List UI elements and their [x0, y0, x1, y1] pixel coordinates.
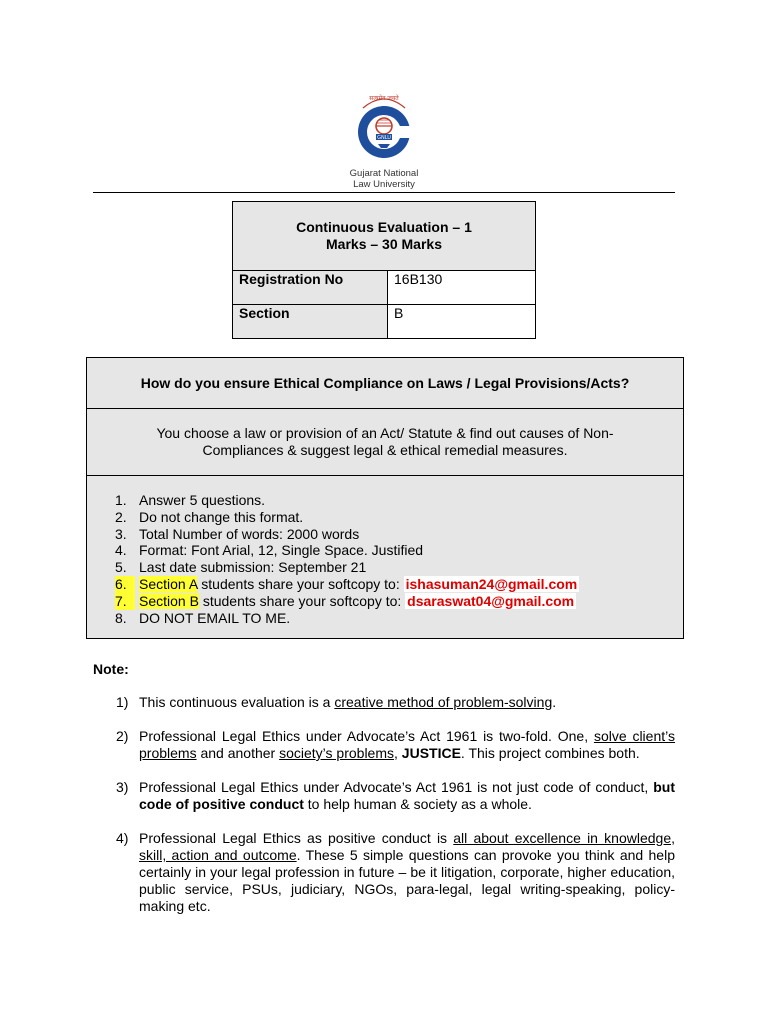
instruction-item: 2. Do not change this format. [115, 508, 304, 525]
section-b-highlight: Section B [139, 592, 199, 609]
note-item-1: 1) This continuous evaluation is a creative method of problem-solving. [116, 694, 557, 710]
note-underlined-text: creative method of problem-solving [334, 694, 553, 710]
logo-letters: GNLU [377, 135, 391, 141]
note-heading: Note: [93, 661, 129, 677]
note-item-2: 2) Professional Legal Ethics under Advocate’s Act 1961 is two-fold. One, solve client’s problems and another society’s problems, JUSTICE. This project combines both. [116, 728, 675, 761]
evaluation-title-cell [233, 202, 536, 271]
instruction-item: 3. Total Number of words: 2000 words [115, 525, 360, 542]
note-text: . [552, 694, 557, 710]
university-name-line1: Gujarat National [349, 168, 419, 179]
note-text: , [394, 745, 402, 761]
note-text: Professional Legal Ethics under Advocate’s Act 1961 is not just code of conduct, [139, 779, 654, 795]
note-underlined-text: all about excellence in knowledge, skill, action and outcome [139, 830, 676, 863]
note-text: . This project combines both. [460, 745, 640, 761]
gnlu-emblem-icon [349, 86, 419, 166]
instruction-text: Do not change this format. [139, 508, 304, 525]
section-value: B [388, 305, 536, 339]
section-a-highlight: Section A [139, 575, 198, 592]
instruction-item: 8. DO NOT EMAIL TO ME. [115, 609, 291, 626]
section-a-email-link[interactable]: ishasuman24@gmail.com [405, 575, 578, 592]
question-box [86, 357, 684, 639]
notes-list [116, 694, 675, 932]
registration-label: Registration No [233, 271, 388, 305]
instruction-text: students share your softcopy to: [198, 592, 406, 609]
instruction-text: Answer 5 questions. [139, 492, 266, 508]
instruction-text: Total Number of words: 2000 words [139, 525, 360, 542]
question-desc-line2: Compliances & suggest legal & ethical remedial measures. [202, 442, 568, 458]
note-text: to help human & society as a whole. [303, 796, 532, 812]
instruction-item: 4. Format: Font Arial, 12, Single Space. Justified [115, 542, 424, 559]
question-desc-line1: You choose a law or provision of an Act/ Statute & find out causes of Non- [156, 425, 614, 441]
instruction-text: Format: Font Arial, 12, Single Space. Justified [139, 542, 424, 559]
instruction-text: DO NOT EMAIL TO ME. [139, 609, 291, 626]
university-name [340, 168, 428, 190]
note-text: This continuous evaluation is a [139, 694, 335, 710]
instruction-text: students share your softcopy to: [197, 575, 404, 592]
header-divider [93, 192, 675, 193]
instruction-item: 1. Answer 5 questions. [115, 492, 266, 508]
evaluation-marks: Marks – 30 Marks [326, 236, 442, 252]
instruction-item: 5. Last date submission: September 21 [115, 559, 367, 576]
evaluation-title: Continuous Evaluation – 1 [296, 219, 472, 235]
note-item-3: 3) Professional Legal Ethics under Advocate’s Act 1961 is not just code of conduct, but code of positive conduct to help human & society as a whole. [116, 779, 675, 812]
note-text: . These 5 simple questions can provoke you think and help certainly in your legal profession in future – be it litigation, corporate, higher education, public service, PSUs, judiciary, NGOs, para-legal, legal writing-speaking, policy-making etc. [139, 847, 675, 914]
note-item-4: 4) Professional Legal Ethics as positive conduct is all about excellence in knowledge, skill, action and outcome. These 5 simple questions can provoke you think and help certainly in your legal profession in future – be it litigation, corporate, higher education, public service, PSUs, judiciary, NGOs, para-legal, legal writing-speaking, policy-making etc. [116, 830, 676, 914]
note-bold-text: but code of positive conduct [139, 779, 675, 812]
university-name-line2: Law University [353, 179, 415, 190]
logo-motto: सत्यमेव जयते [369, 95, 399, 102]
registration-value: 16B130 [388, 271, 536, 305]
instructions [87, 476, 683, 638]
note-text: and another [196, 745, 280, 761]
instruction-item: 6. Section A students share your softcopy to: ishasuman24@gmail.com [115, 575, 578, 592]
note-text: Professional Legal Ethics as positive conduct is [139, 830, 454, 846]
section-b-email-link[interactable]: dsaraswat04@gmail.com [407, 592, 575, 609]
question-description [87, 409, 683, 476]
evaluation-info-table [232, 201, 536, 339]
note-underlined-text: solve client’s problems [139, 728, 675, 761]
instruction-text: Last date submission: September 21 [139, 559, 367, 576]
question-title: How do you ensure Ethical Compliance on Laws / Legal Provisions/Acts? [87, 358, 683, 409]
note-bold-text: JUSTICE [401, 745, 461, 761]
note-underlined-text: society’s problems [279, 745, 395, 761]
section-label: Section [233, 305, 388, 339]
university-logo [340, 86, 428, 192]
instruction-item: 7. Section B students share your softcopy to: dsaraswat04@gmail.com [115, 592, 575, 609]
note-text: Professional Legal Ethics under Advocate’s Act 1961 is two-fold. One, [139, 728, 594, 744]
